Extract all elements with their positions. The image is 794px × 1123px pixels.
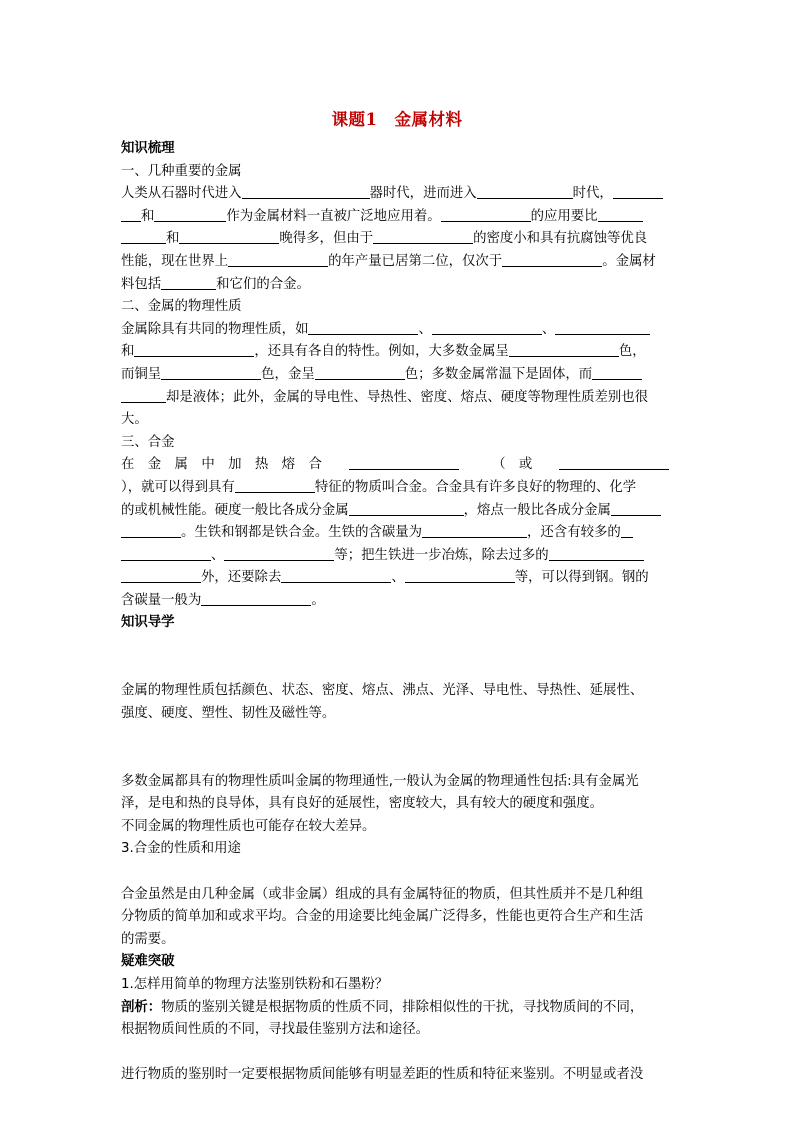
part2-line-5: 大。	[121, 412, 148, 428]
guide-paragraph-2-line-2: 泽，是电和热的良导体，具有良好的延展性，密度较大，具有较大的硬度和强度。	[121, 796, 604, 812]
part1-line-3: 和 晚得多，但由于 的密度小和具有抗腐蚀等优良	[121, 228, 673, 251]
part3-line-1: 在 金 属 中 加 热 熔 合 （ 或	[121, 454, 673, 477]
fill-blank[interactable]	[502, 252, 602, 267]
fill-blank[interactable]	[509, 342, 619, 357]
fill-blank[interactable]	[121, 568, 201, 583]
section-heading-difficulty: 疑难突破	[121, 954, 175, 970]
fill-blank[interactable]	[422, 523, 527, 538]
fill-blank[interactable]	[201, 591, 311, 606]
spacer	[121, 635, 673, 658]
spacer	[121, 725, 673, 748]
analysis-line-2: 根据物质间性质的不同，寻找最佳鉴别方法和途径。	[121, 1022, 429, 1038]
fill-blank[interactable]	[349, 455, 459, 470]
fill-blank[interactable]	[621, 523, 633, 538]
part1-line-1: 人类从石器时代进入 器时代，进而进入 时代，	[121, 183, 673, 206]
fill-blank[interactable]	[179, 229, 279, 244]
fill-blank[interactable]	[373, 229, 473, 244]
part3-line-5: 、 等；把生铁进一步冶炼，除去过多的	[121, 545, 673, 568]
fill-blank[interactable]	[592, 365, 642, 380]
document-body	[121, 138, 673, 1087]
part3-line-2: ），就可以得到具有 特征的物质叫合金。合金具有许多良好的物理的、化学	[121, 479, 637, 495]
guide-paragraph-4-line-2: 分物质的简单加和或求平均。合金的用途要比纯金属广泛得多，性能也更符合生产和生活	[121, 909, 644, 925]
part3-line-3: 的或机械性能。硬度一般比各成分金属 ，熔点一般比各成分金属	[121, 500, 673, 523]
part2-line-1: 金属除具有共同的物理性质，如 、 、	[121, 319, 673, 342]
part1-heading: 一、几种重要的金属	[121, 163, 242, 179]
part2-heading: 二、金属的物理性质	[121, 299, 242, 315]
fill-blank[interactable]	[315, 365, 405, 380]
fill-blank[interactable]	[441, 207, 531, 222]
part3-line-6: 外，还要除去 、 等，可以得到钢。钢的	[121, 567, 673, 590]
part2-line-2: 和 ，还具有各自的特性。例如，大多数金属呈 色，	[121, 344, 646, 360]
part1-line-4: 性能，现在世界上 的年产量已居第二位，仅次于 。金属材	[121, 253, 656, 269]
fill-blank[interactable]	[161, 365, 261, 380]
fill-blank[interactable]	[121, 546, 211, 561]
section-heading-knowledge-guide: 知识导学	[121, 615, 175, 631]
fill-blank[interactable]	[134, 342, 254, 357]
guide-paragraph-4-line-1: 合金虽然是由几种金属（或非金属）组成的具有金属特征的物质，但其性质并不是几种组	[121, 886, 644, 902]
fill-blank[interactable]	[235, 478, 315, 493]
part3-line-4: 。生铁和钢都是铁合金。生铁的含碳量为 ，还含有较多的	[121, 522, 673, 545]
guide-paragraph-2-line-3: 不同金属的物理性质也可能存在较大差异。	[121, 818, 376, 834]
analysis-label: 剖析：	[121, 999, 162, 1015]
fill-blank[interactable]	[405, 568, 515, 583]
fill-blank[interactable]	[121, 229, 166, 244]
fill-blank[interactable]	[598, 207, 643, 222]
fill-blank[interactable]	[224, 546, 334, 561]
fill-blank[interactable]	[611, 501, 661, 516]
fill-blank[interactable]	[161, 275, 216, 290]
guide-paragraph-1-line-2: 强度、硬度、塑性、韧性及磁性等。	[121, 705, 336, 721]
fill-blank[interactable]	[228, 252, 328, 267]
part2-line-3: 而铜呈 色，金呈 色；多数金属常温下是固体，而	[121, 364, 673, 387]
part1-line-2: 和 作为金属材料一直被广泛地应用着。 的应用要比	[121, 206, 673, 229]
analysis-line-1: 剖析：物质的鉴别关键是根据物质的性质不同，排除相似性的干扰，寻找物质间的不同，	[121, 999, 644, 1015]
fill-blank[interactable]	[154, 207, 226, 222]
fill-blank[interactable]	[549, 546, 644, 561]
part2-line-4: 却是液体；此外，金属的导电性、导热性、密度、熔点、硬度等物理性质差别也很	[121, 387, 673, 410]
fill-blank[interactable]	[432, 320, 542, 335]
part3-heading: 三、合金	[121, 434, 175, 450]
fill-blank[interactable]	[613, 184, 663, 199]
spacer	[121, 658, 673, 681]
fill-blank[interactable]	[308, 320, 418, 335]
guide-paragraph-1-line-1: 金属的物理性质包括颜色、状态、密度、熔点、沸点、光泽、导电性、导热性、延展性、	[121, 683, 644, 699]
part3-line-7: 含碳量一般为 。	[121, 592, 325, 608]
fill-blank[interactable]	[121, 523, 181, 538]
part1-line-5: 料包括 和它们的合金。	[121, 276, 310, 292]
fill-blank[interactable]	[242, 184, 370, 199]
guide-paragraph-2-line-1: 多数金属都具有的物理性质叫金属的物理通性,一般认为金属的物理通性包括:具有金属光	[121, 773, 639, 789]
fill-blank[interactable]	[559, 455, 669, 470]
last-paragraph-line: 进行物质的鉴别时一定要根据物质间能够有明显差距的性质和特征来鉴别。不明显或者没	[121, 1067, 644, 1083]
fill-blank[interactable]	[121, 207, 141, 222]
question-1: 1.怎样用简单的物理方法鉴别铁粉和石墨粉？	[121, 976, 389, 992]
fill-blank[interactable]	[555, 320, 650, 335]
spacer	[121, 1042, 673, 1065]
spacer	[121, 748, 673, 771]
fill-blank[interactable]	[349, 501, 464, 516]
fill-blank[interactable]	[477, 184, 573, 199]
section-heading-knowledge-review: 知识梳理	[121, 141, 175, 156]
spacer	[121, 861, 673, 884]
fill-blank[interactable]	[121, 388, 166, 403]
page-title: 课题1 金属材料	[331, 110, 463, 129]
fill-blank[interactable]	[281, 568, 391, 583]
guide-subheading-alloy: 3.合金的性质和用途	[121, 841, 241, 857]
guide-paragraph-4-line-3: 的需要。	[121, 931, 175, 947]
